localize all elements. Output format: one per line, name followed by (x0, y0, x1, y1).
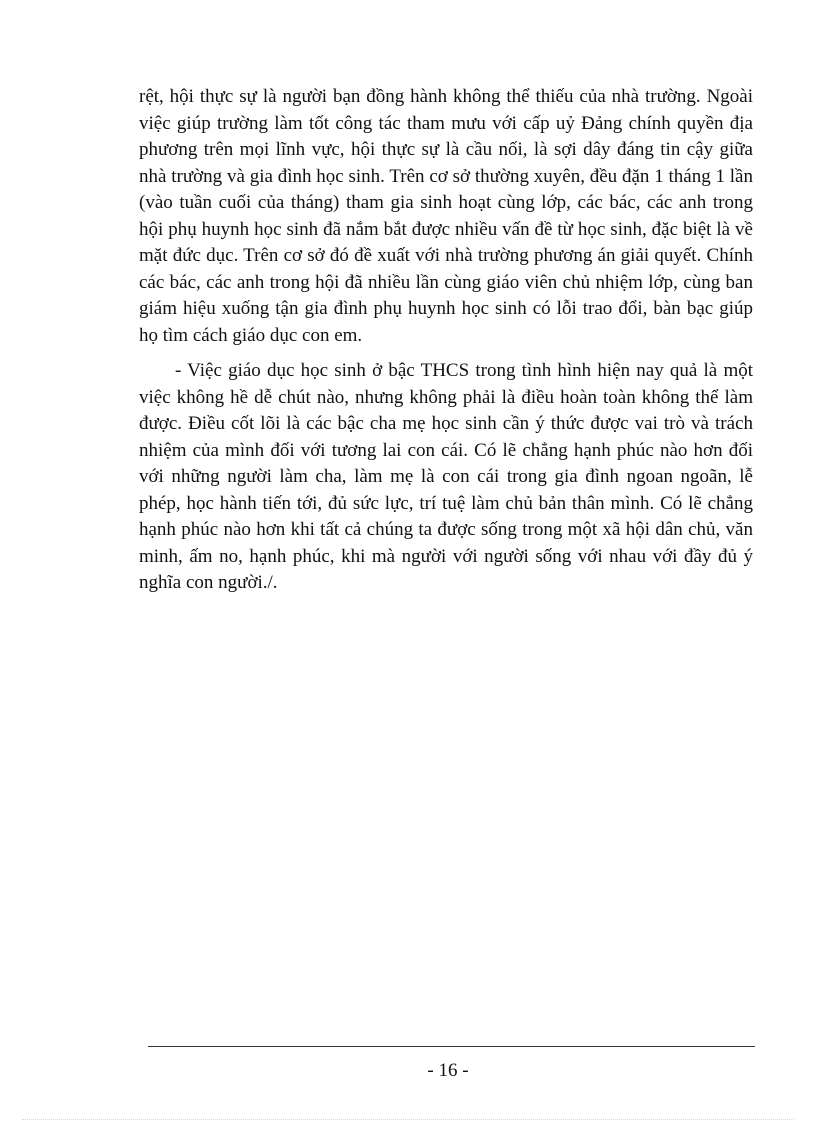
paragraph-1: rệt, hội thực sự là người bạn đồng hành không thể thiếu của nhà trường. Ngoài việc giúp trường làm tốt công tác tham mưu với cấp uỷ Đảng chính quyền địa phương trên mọi lĩnh vực, hội thực sự là cầu nối, là sợi dây đáng tin cậy giữa nhà trường và gia đình học sinh. Trên cơ sở thường xuyên, đều đặn 1 tháng 1 lần (vào tuần cuối của tháng) tham gia sinh hoạt cùng lớp, các bác, các anh trong hội phụ huynh học sinh đã nắm bắt được nhiều vấn đề từ học sinh, đặc biệt là về mặt đức dục. Trên cơ sở đó đề xuất với nhà trường phương án giải quyết. Chính các bác, các anh trong hội đã nhiều lần cùng giáo viên chủ nhiệm lớp, cùng ban giám hiệu xuống tận gia đình phụ huynh học sinh có lỗi trao đổi, bàn bạc giúp họ tìm cách giáo dục con em. (139, 86, 753, 346)
page-bottom-border (22, 1119, 794, 1120)
page-number: - 16 - (427, 1060, 469, 1081)
footer-rule (148, 1046, 755, 1047)
paragraph-2: - Việc giáo dục học sinh ở bậc THCS trong tình hình hiện nay quả là một việc không hề dễ chút nào, nhưng không phải là điều hoàn toàn không thể làm được. Điều cốt lõi là các bậc cha mẹ học sinh cần ý thức được vai trò và trách nhiệm của mình đối với tương lai con cái. Có lẽ chẳng hạnh phúc nào hơn đối với những người làm cha, làm mẹ là con cái trong gia đình ngoan ngoãn, lễ phép, học hành tiến tới, đủ sức lực, trí tuệ làm chủ bản thân mình. Có lẽ chẳng hạnh phúc nào hơn khi tất cả chúng ta được sống trong một xã hội dân chủ, văn minh, ấm no, hạnh phúc, khi mà người với người sống với nhau với đầy đủ ý nghĩa con người./. (139, 360, 753, 593)
body-text (139, 84, 753, 597)
